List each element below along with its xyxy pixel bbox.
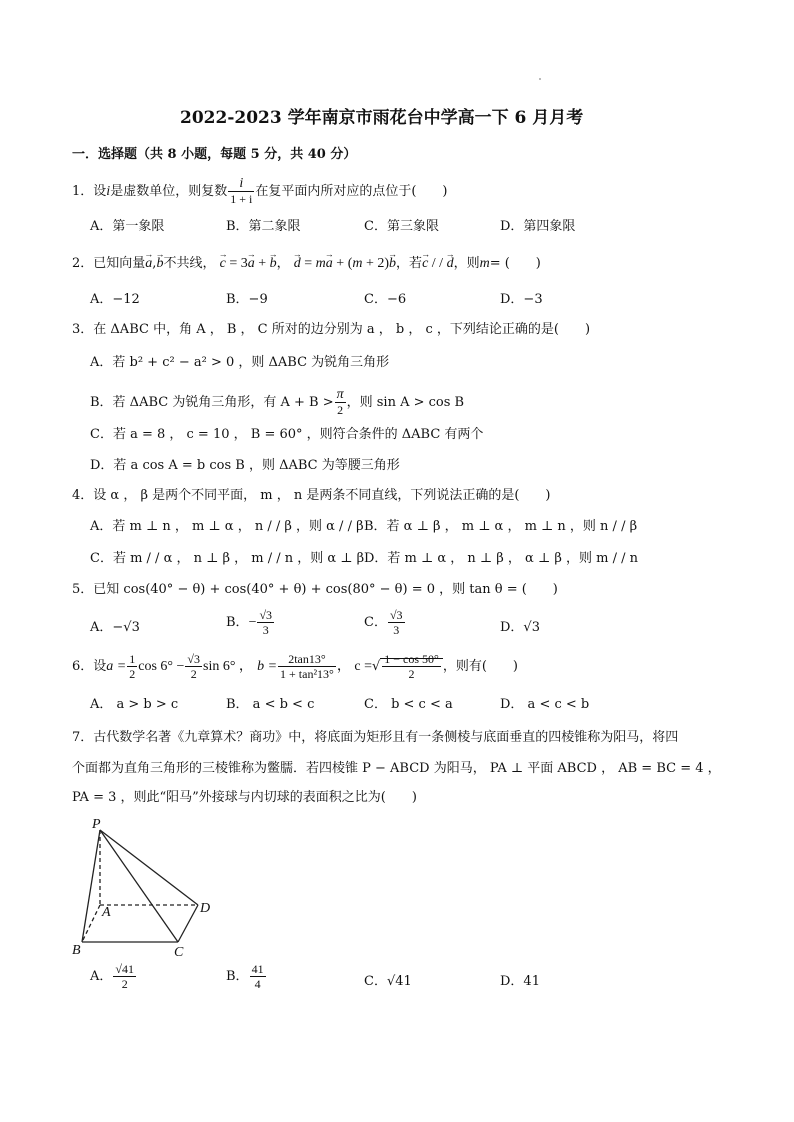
page-title: 2022-2023 学年南京市雨花台中学高一下 6 月月考 — [180, 108, 584, 128]
question-5: 5．已知 cos(40° − θ) + cos(40° + θ) + cos(80° − θ) = 0 ，则 tan θ = ( ) — [72, 582, 558, 597]
q1-option-b: B．第二象限 — [226, 219, 301, 234]
q2-option-d: D．−3 — [500, 292, 543, 307]
q3-option-c: C．若 a = 8 ， c = 10 ， B = 60° ，则符合条件的 ΔABC 有两个 — [90, 427, 484, 442]
label-p: P — [92, 817, 101, 832]
q5-option-c: C． $\frac{√3}{3}$ — [364, 608, 403, 637]
q7-option-d: D．41 — [500, 974, 540, 989]
q1-option-a: A．第一象限 — [90, 219, 165, 234]
q7-option-b: B． $\frac{41}{4}$ — [226, 962, 264, 991]
section-heading: 一．选择题（共 8 小题，每题 5 分，共 40 分） — [72, 147, 357, 162]
question-6: 6．设a = $\frac{1}{2}$ cos 6° − $\frac{√3}{2}$ sin 6° ， b = $\frac{2\tan 13^\circ}{\text{1 + tan²13°}}$ ， c =√ $\frac{1 - \cos 50^\circ}{2}$ ，则有( ) — [72, 652, 518, 681]
q5-option-d: D．√3 — [500, 620, 540, 635]
q1-option-c: C．第三象限 — [364, 219, 439, 234]
q2-option-b: B．−9 — [226, 292, 268, 307]
pyramid-figure — [70, 812, 230, 962]
question-3: 3．在 ΔABC 中，角 A ， B ， C 所对的边分别为 a ， b ， c ，下列结论正确的是( ) — [72, 322, 591, 337]
question-7-line-2: 个面都为直角三角形的三棱锥称为鳖臑．若四棱锥 P − ABCD 为阳马， PA ⊥ 平面 ABCD ， AB = BC = 4 ， — [72, 761, 721, 776]
edge-pc — [100, 830, 178, 942]
q5-option-b: B．− $\frac{√3}{3}$ — [226, 608, 273, 637]
q2-option-c: C．−6 — [364, 292, 407, 307]
question-4: 4．设 α ， β 是两个不同平面， m ， n 是两条不同直线，下列说法正确的是( ) — [72, 488, 551, 503]
edge-pb — [82, 830, 100, 942]
q5-option-a: A．−√3 — [90, 620, 140, 635]
q4-option-a: A．若 m ⊥ n ， m ⊥ α ， n / / β ，则 α / / β — [90, 519, 364, 534]
q3-option-b: B．若 ΔABC 为锐角三角形，有 A + B > $\frac{\pi}{2}$ ，则 sin A > cos B — [90, 387, 465, 417]
label-a: A — [102, 905, 111, 920]
q4-option-b: B．若 α ⊥ β ， m ⊥ α ， m ⊥ n ，则 n / / β — [364, 519, 638, 534]
edge-pd — [100, 830, 198, 905]
q7-option-a: A． $\frac{√41}{2}$ — [90, 962, 134, 991]
scan-dot — [539, 78, 541, 80]
question-2: 2．已知向量→ a,→ b不共线， → c = 3→ a + → b， → d = m→ a + (m + 2)→ b，若→ c / / → d，则m= ( ) — [72, 256, 541, 272]
q1-option-d: D．第四象限 — [500, 219, 576, 234]
q3-option-a: A．若 b² + c² − a² > 0 ，则 ΔABC 为锐角三角形 — [90, 355, 390, 370]
q6-option-c: C． b < c < a — [364, 697, 453, 712]
q6-option-b: B． a < b < c — [226, 697, 315, 712]
label-d: D — [200, 901, 211, 916]
q6-option-a: A． a > b > c — [90, 697, 179, 712]
question-1: 1．设i是虚数单位，则复数 $\frac{i}{1 + i}$ 在复平面内所对应的点位于( ) — [72, 176, 448, 206]
label-c: C — [174, 945, 184, 960]
q7-option-c: C．√41 — [364, 974, 412, 989]
edge-cd — [178, 905, 198, 942]
q3-option-d: D．若 a cos A = b cos B ，则 ΔABC 为等腰三角形 — [90, 458, 400, 473]
label-b: B — [72, 943, 81, 958]
question-7-line-3: PA = 3 ，则此“阳马”外接球与内切球的表面积之比为( ) — [72, 790, 417, 805]
q4-option-c: C．若 m / / α ， n ⊥ β ， m / / n ，则 α ⊥ β — [90, 551, 365, 566]
q6-option-d: D． a < c < b — [500, 697, 590, 712]
q4-option-d: D．若 m ⊥ α ， n ⊥ β ， α ⊥ β ，则 m / / n — [364, 551, 638, 566]
question-7-line-1: 7．古代数学名著《九章算术？商功》中，将底面为矩形且有一条侧棱与底面垂直的四棱锥称为阳马，将四 — [72, 730, 679, 745]
q2-option-a: A．−12 — [90, 292, 140, 307]
